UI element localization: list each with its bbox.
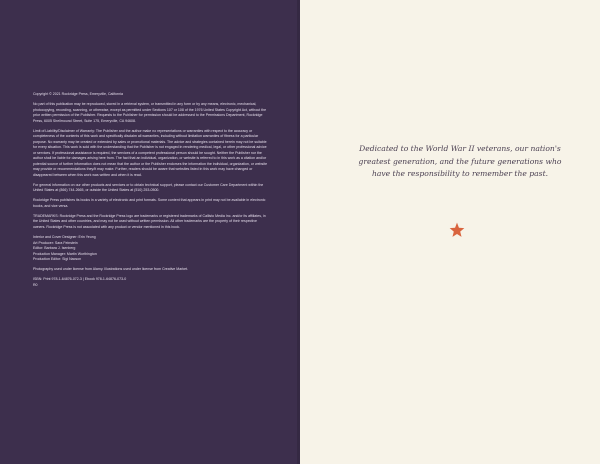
credits [33, 235, 269, 263]
copyright-block [33, 92, 269, 288]
credit-line: Art Producer: Sara Feinstein [33, 240, 78, 245]
formats-notice: Rockridge Press publishes its books in a variety of electronic and print formats. Some content that appears in print may not be available in electronic books, and vice versa. [33, 198, 266, 208]
credit-line: Production Manager: Martin Worthington [33, 251, 97, 256]
isbn-line: ISBN: Print 978-1-64876-072-3 | Ebook 978-1-64876-073-0 [33, 277, 127, 282]
contact-info: For general information on our other products and services or to obtain technical support, please contact our Customer Care Department within the United States at (866) 744-2665, or outside the United States at (510) 253-0500. [33, 182, 264, 193]
disclaimer: Limit of Liability/Disclaimer of Warranty: The Publisher and the author make no representations or warranties with respect to the accuracy or completeness of the contents of this work and specifically disclaim all warranties, including without limitation warranties of fitness for a particular purpose. No warranty may be created or extended by sales or promotional materials. The advice and strategies contained herein may not be suitable for every situation. This work is sold with the understanding that the Publisher is not engaged in rendering medical, legal, or other professional advice or services. If professional assistance is required, the services of a competent professional person should be sought. Neither the Publisher nor the author shall be liable for damages arising here from. The fact that an individual, organization, or website is referred to in this work as a citation and/or potential source of further information does not mean that the author or the Publisher endorses the information the individual, organization, or website may provide or recommendations they/it may make. Further, readers should be aware that websites listed in this work may have changed or disappeared between when this work was written and when it is read. [33, 128, 268, 177]
star-icon [449, 222, 465, 238]
credit-line: Interior and Cover Designer: Erin Yeung [33, 235, 96, 240]
gutter-shadow [297, 0, 300, 464]
trademarks: TRADEMARKS: Rockridge Press and the Rockridge Press logo are trademarks or registered trademarks of Callisto Media Inc. and/or its affiliates, in the United States and other countries, and may not be used without written permission. All other trademarks are the property of their respective owners. Rockridge Press is not associated with any product or vendor mentioned in this book. [33, 213, 266, 229]
print-code: R0 [33, 282, 38, 287]
dedication-line: Dedicated to the World War II veterans, our nation's [359, 144, 561, 153]
dedication-line: greatest generation, and the future generations who [358, 156, 562, 166]
photo-credit: Photography used under license from Alamy. Illustrations used under license from Creative Market. [33, 267, 189, 272]
rights-notice: No part of this publication may be reproduced, stored in a retrieval system, or transmitted in any form or by any means, electronic, mechanical, photocopying, recording, scanning, or otherwise, except as permitted under Sections 107 or 108 of the 1976 United States Copyright Act, without the prior written permission of the Publisher. Requests to the Publisher for permission should be addressed to the Permissions Department, Rockridge Press, 6005 Shellmound Street, Suite 175, Emeryville, CA 94608. [33, 102, 267, 123]
dedication-line: have the responsibility to remember the past. [371, 169, 549, 179]
dedication [340, 143, 580, 181]
credit-line: Production Editor: Sigi Nacson [33, 257, 82, 262]
credit-line: Editor: Barbara J. Isenberg [33, 246, 76, 251]
copyright-line: Copyright © 2021 Rockridge Press, Emeryville, California [33, 92, 123, 96]
